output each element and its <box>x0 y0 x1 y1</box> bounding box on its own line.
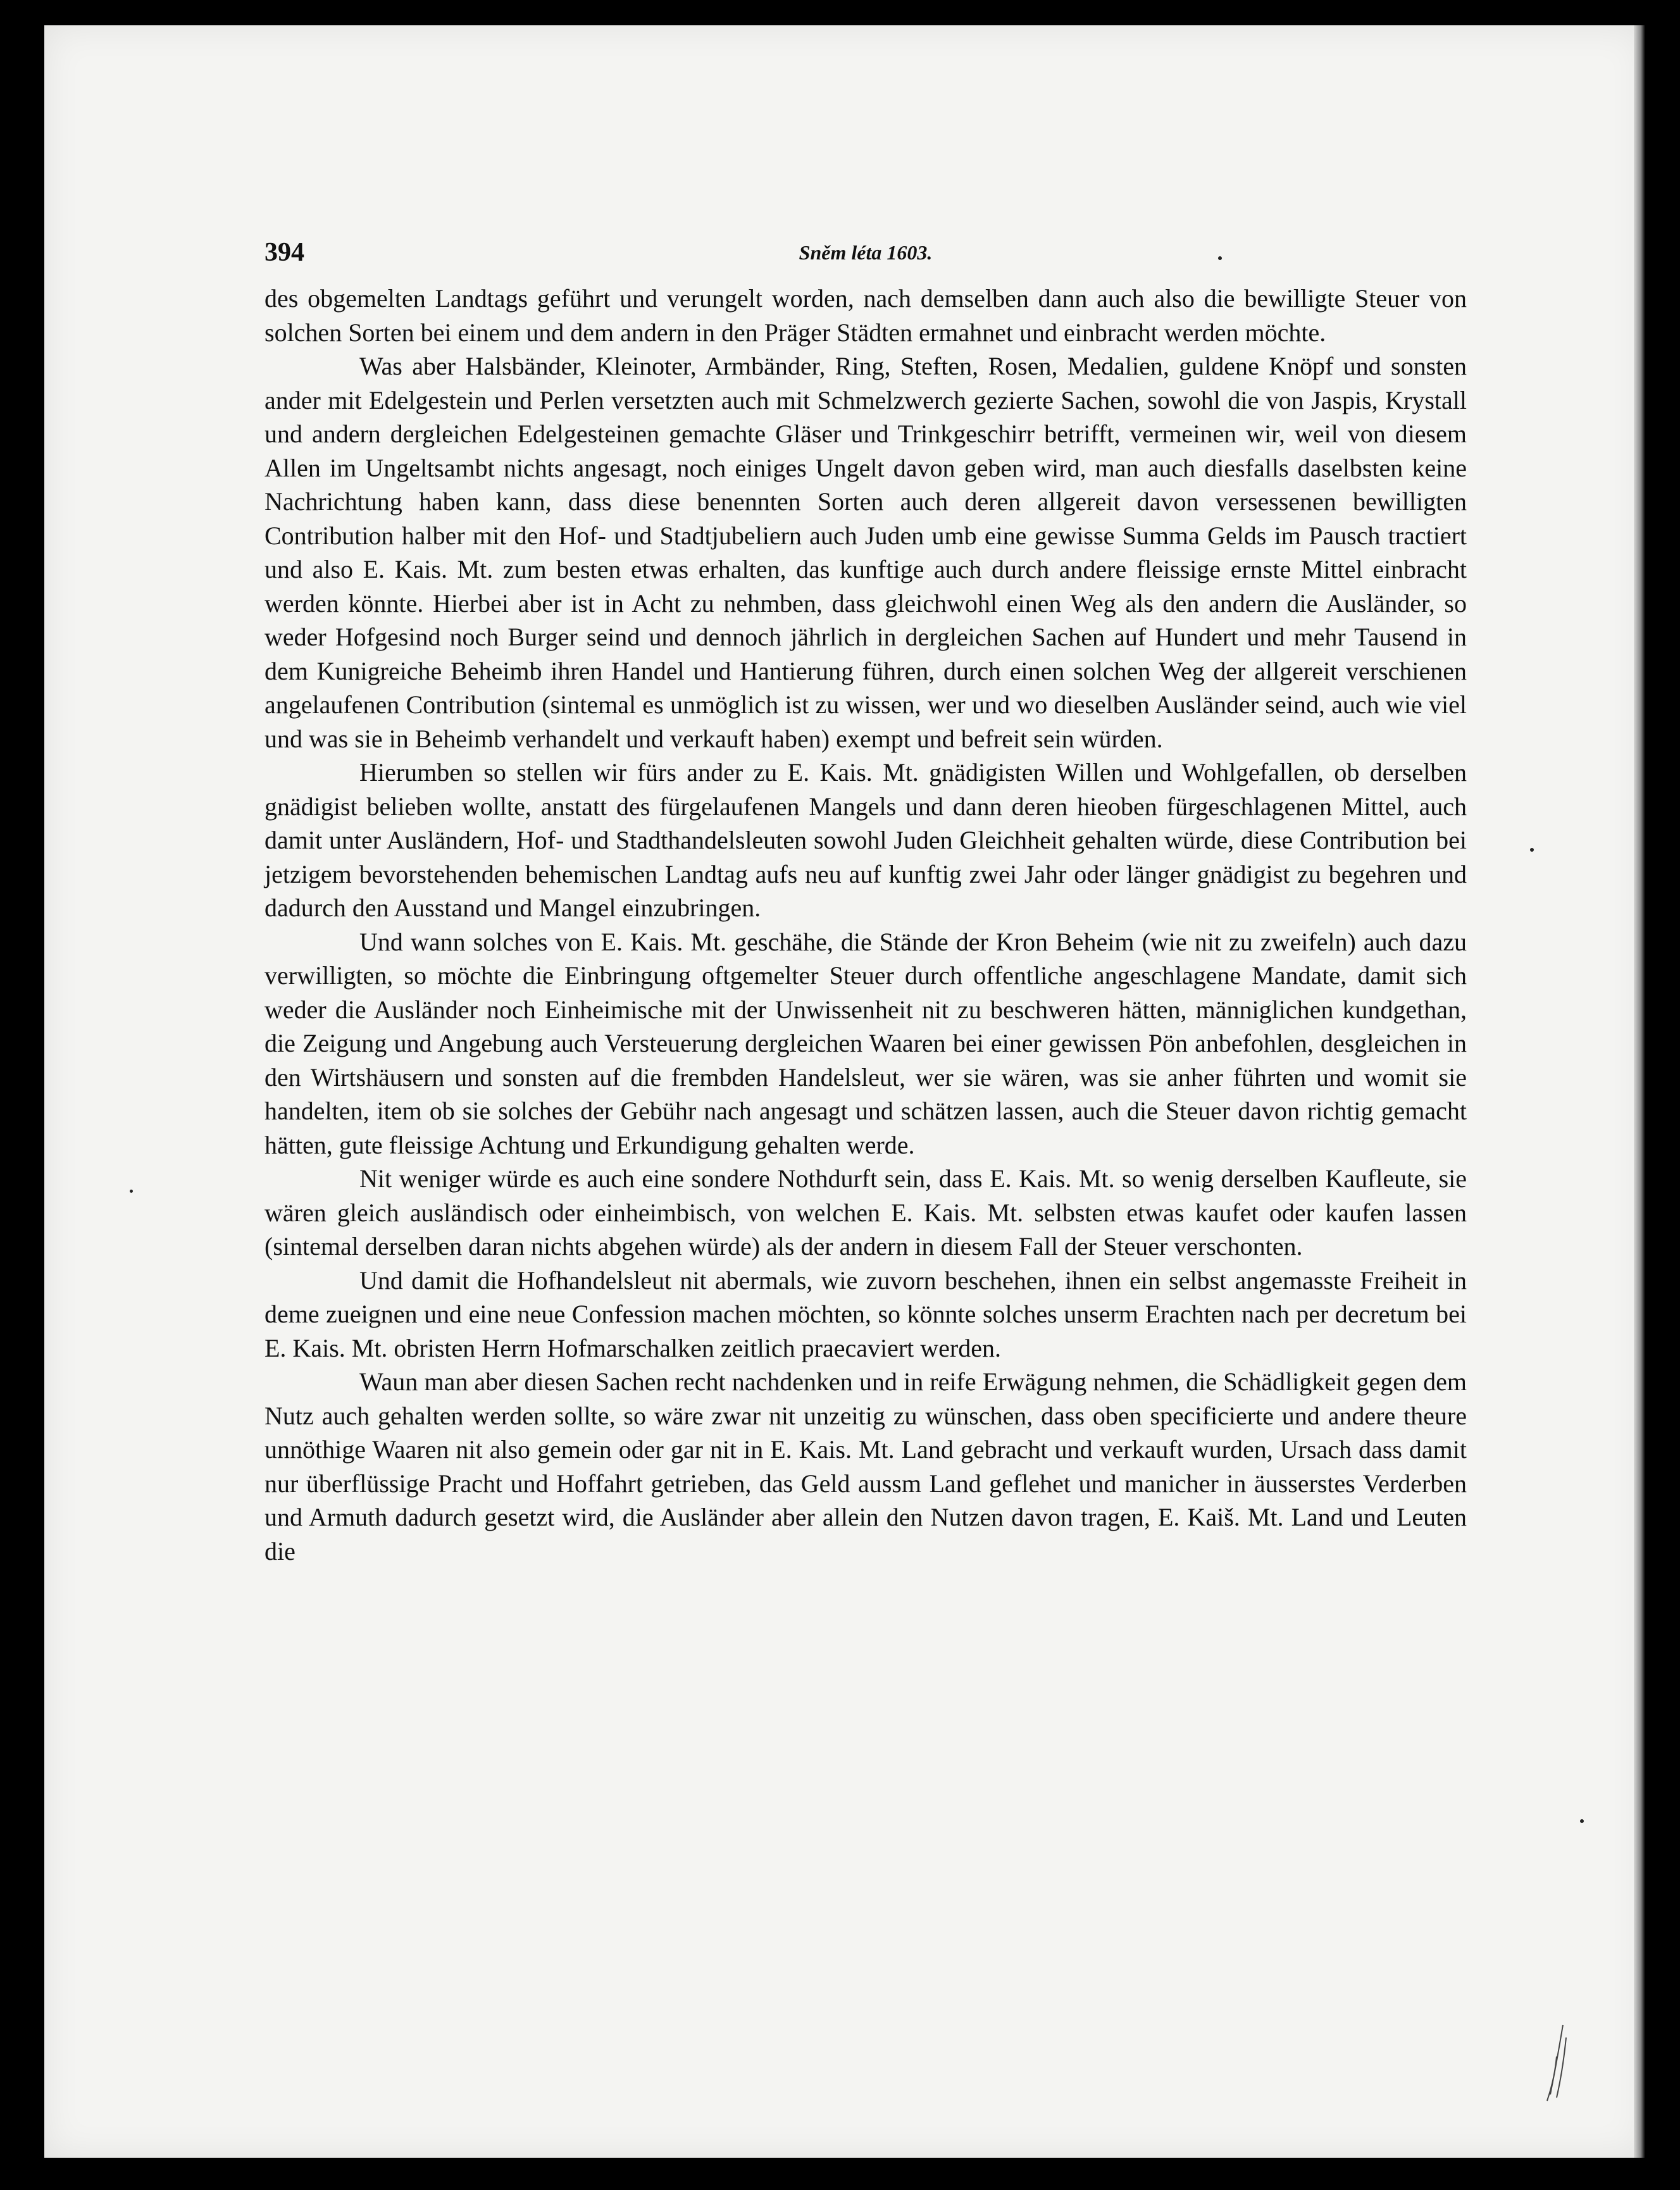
paragraph: Nit weniger würde es auch eine sondere Nothdurft sein, dass E. Kais. Mt. so wenig derselben Kaufleute, sie wären gleich ausländisch oder einheimbisch, von welchen E. Kais. Mt. selbsten etwas kaufet oder kaufen lassen (sintemal derselben daran nichts abgehen würde) als der andern in diesem Fall der Steuer verschonten. <box>264 1164 1467 1260</box>
speck-mark <box>1218 256 1222 260</box>
paragraph: Und damit die Hofhandelsleut nit abermals, wie zuvorn beschehen, ihnen ein selbst angemasste Freiheit in deme zueignen und eine neue Confession machen möchten, so könnte solches unserm Erachten nach per decretum bei E. Kais. Mt. obristen Herrn Hofmarschalken zeitlich praecaviert werden. <box>264 1266 1467 1362</box>
running-title: Sněm léta 1603. <box>799 241 933 264</box>
body-text <box>264 282 1467 1568</box>
page-header <box>264 237 1467 282</box>
paragraph: des obgemelten Landtags geführt und verungelt worden, nach demselben dann auch also die bewilligte Steuer von solchen Sorten bei einem und dem andern in den Präger Städten ermahnet und einbracht werden möchte. <box>264 284 1467 347</box>
paragraph: Und wann solches von E. Kais. Mt. geschähe, die Stände der Kron Beheim (wie nit zu zweifeln) auch dazu verwilligten, so möchte die Einbringung oftgemelter Steuer durch offentliche angeschlagene Mandate, damit sich weder die Ausländer noch Einheimische mit der Unwissenheit nit zu beschweren hätten, männiglichen kundgethan, die Zeigung und Angebung auch Versteuerung dergleichen Waaren bei einer gewissen Pön anbefohlen, desgleichen in den Wirtshäusern und sonsten auf die frembden Handelsleut, wer sie wären, was sie anher führten und womit sie handelten, item ob sie solches der Gebühr nach angesagt und schätzen lassen, auch die Steuer davon richtig gemacht hätten, gute fleissige Achtung und Erkundigung gehalten werde. <box>264 927 1467 1159</box>
speck-mark <box>1580 1819 1584 1823</box>
paragraph: Waun man aber diesen Sachen recht nachdenken und in reife Erwägung nehmen, die Schädligkeit gegen dem Nutz auch gehalten werden sollte, so wäre zwar nit unzeitig zu wünschen, dass oben specificierte und andere theure unnöthige Waaren nit also gemein oder gar nit in E. Kais. Mt. Land gebracht und verkauft wurden, Ursach dass damit nur überflüssige Pracht und Hoffahrt getrieben, das Geld aussm Land geflehet und manicher in äusserstes Verderben und Armuth dadurch gesetzt wird, die Ausländer aber allein den Nutzen davon tragen, E. Kaiš. Mt. Land und Leuten die <box>264 1367 1467 1565</box>
pencil-mark <box>1538 2019 1576 2107</box>
page-edge-shadow <box>1634 25 1645 2158</box>
speck-mark <box>1530 848 1534 852</box>
paragraph: Was aber Halsbänder, Kleinoter, Armbänder, Ring, Steften, Rosen, Medalien, guldene Knöpf und sonsten ander mit Edelgestein und Perlen versetzten auch mit Schmelzwerch gezierte Sachen, sowohl die von Jaspis, Krystall und andern dergleichen Edelgesteinen gemachte Gläser und Trinkgeschirr betrifft, vermeinen wir, weil von diesem Allen im Ungeltsambt nichts angesagt, noch einiges Ungelt davon geben wird, man auch diesfalls daselbsten keine Nachrichtung haben kann, dass diese benennten Sorten auch deren allgereit davon versessenen bewilligten Contribution halber mit den Hof- und Stadtjubeliern auch Juden umb eine gewisse Summa Gelds im Pausch tractiert und also E. Kais. Mt. zum besten etwas erhalten, das kunftige auch durch andere fleissige ernste Mittel einbracht werden könnte. Hierbei aber ist in Acht zu nehmben, dass gleichwohl einen Weg als den andern die Ausländer, so weder Hofgesind noch Burger seind und dennoch jährlich in dergleichen Sachen auf Hundert und mehr Tausend in dem Kunigreiche Beheimb ihren Handel und Hantierung führen, durch einen solchen Weg der allgereit verschienen angelaufenen Contribution (sintemal es unmöglich ist zu wissen, wer und wo dieselben Ausländer seind, auch wie viel und was sie in Beheimb verhandelt und verkauft haben) exempt und befreit sein würden. <box>264 352 1467 753</box>
paragraph: Hierumben so stellen wir fürs ander zu E. Kais. Mt. gnädigisten Willen und Wohlgefallen, ob derselben gnädigist belieben wollte, anstatt des fürgelaufenen Mangels und dann deren hieoben fürgeschlagenen Mittel, auch damit unter Ausländern, Hof- und Stadthandelsleuten sowohl Juden Gleichheit gehalten würde, diese Contribution bei jetzigem bevorstehenden behemischen Landtag aufs neu auf kunftig zwei Jahr oder länger gnädigist zu begehren und dadurch den Ausstand und Mangel einzubringen. <box>264 758 1467 922</box>
page-content <box>264 237 1467 1568</box>
page-number: 394 <box>264 238 304 267</box>
speck-mark <box>130 1190 133 1193</box>
